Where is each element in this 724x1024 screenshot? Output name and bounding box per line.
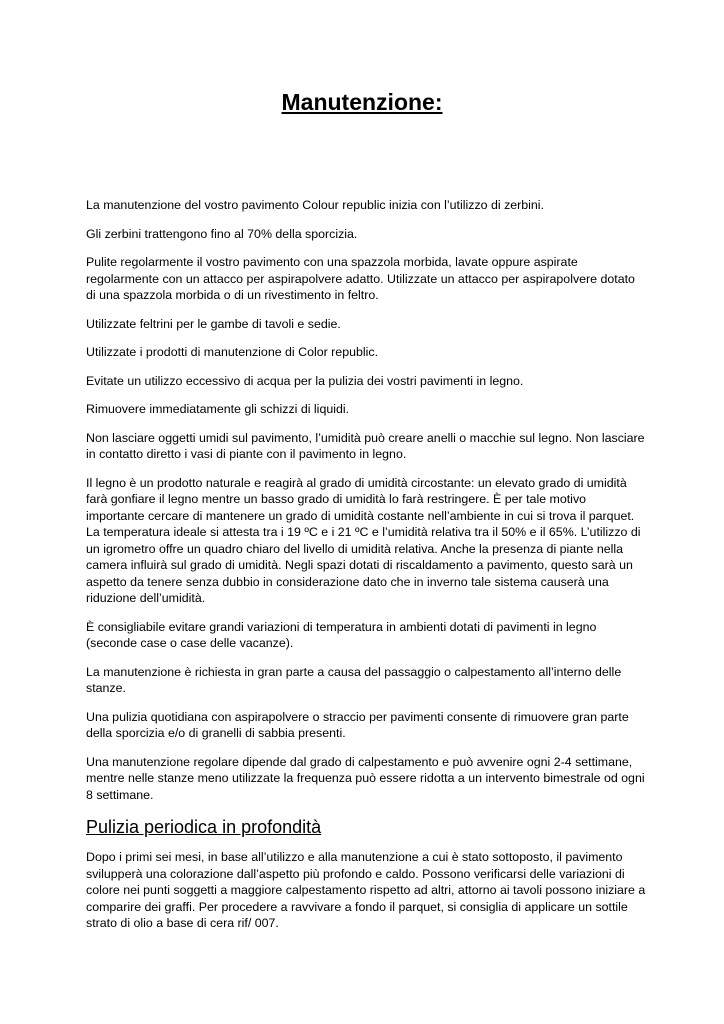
- paragraph: Gli zerbini trattengono fino al 70% della sporcizia.: [86, 226, 358, 241]
- document-body: [86, 197, 646, 944]
- paragraph: Il legno è un prodotto naturale e reagirà al grado di umidità circostante: un elevato grado di umidità farà gonfiare il legno mentre un basso grado di umidità lo farà restringere. È per tale motivo importante cercare di mantenere un grado di umidità costante nell’ambiente in cui si trova il parquet. La temperatura ideale si attesta tra i 19 ºC e i 21 ºC e l’umidità relativa tra il 50% e il 65%. L’utilizzo di un igrometro offre un quadro chiaro del livello di umidità relativa. Anche la presenza di piante nella camera influirà sul grado di umidità. Negli spazi dotati di riscaldamento a pavimento, questo sarà un aspetto da tenere senza dubbio in considerazione dato che in inverno tale sistema causerà una riduzione dell’umidità.: [86, 475, 641, 605]
- paragraph: Utilizzate feltrini per le gambe di tavoli e sedie.: [86, 316, 341, 331]
- paragraph: Evitate un utilizzo eccessivo di acqua per la pulizia dei vostri pavimenti in legno.: [86, 373, 524, 388]
- paragraph: La manutenzione è richiesta in gran parte a causa del passaggio o calpestamento all’interno delle stanze.: [86, 664, 622, 695]
- paragraph: Una pulizia quotidiana con aspirapolvere o straccio per pavimenti consente di rimuovere gran parte della sporcizia e/o di granelli di sabbia presenti.: [86, 709, 629, 740]
- section-paragraph: Dopo i primi sei mesi, in base all’utilizzo e alla manutenzione a cui è stato sottoposto, il pavimento svilupperà una colorazione dall’aspetto più profondo e caldo. Possono verificarsi delle variazioni di colore nei punti soggetti a maggiore calpestamento rispetto ad altri, attorno ai tavoli possono iniziare a comparire dei graffi. Per procedere a ravvivare a fondo il parquet, si consiglia di applicare un sottile strato di olio a base di cera rif/ 007.: [86, 850, 646, 930]
- paragraph: Non lasciare oggetti umidi sul pavimento, l’umidità può creare anelli o macchie sul legno. Non lasciare in contatto diretto i vasi di piante con il pavimento in legno.: [86, 430, 645, 461]
- paragraph: Una manutenzione regolare dipende dal grado di calpestamento e può avvenire ogni 2-4 settimane, mentre nelle stanze meno utilizzate la frequenza può essere ridotta a un intervento bimestrale od ogni 8 settimane.: [86, 754, 645, 802]
- paragraph: Utilizzate i prodotti di manutenzione di Color republic.: [86, 345, 379, 359]
- paragraph: Pulite regolarmente il vostro pavimento con una spazzola morbida, lavate oppure aspirate regolarmente con un attacco per aspirapolvere adatto. Utilizzate un attacco per aspirapolvere dotato di una spazzola morbida o di un rivestimento in feltro.: [86, 255, 635, 302]
- section-heading: Pulizia periodica in profondità: [86, 817, 322, 837]
- paragraph: La manutenzione del vostro pavimento Colour republic inizia con l’utilizzo di zerbini.: [86, 198, 545, 212]
- paragraph: Rimuovere immediatamente gli schizzi di liquidi.: [86, 402, 350, 416]
- page-title: Manutenzione:: [281, 89, 443, 115]
- paragraph: È consigliabile evitare grandi variazioni di temperatura in ambienti dotati di pavimenti in legno (seconde case o case delle vacanze).: [86, 619, 597, 650]
